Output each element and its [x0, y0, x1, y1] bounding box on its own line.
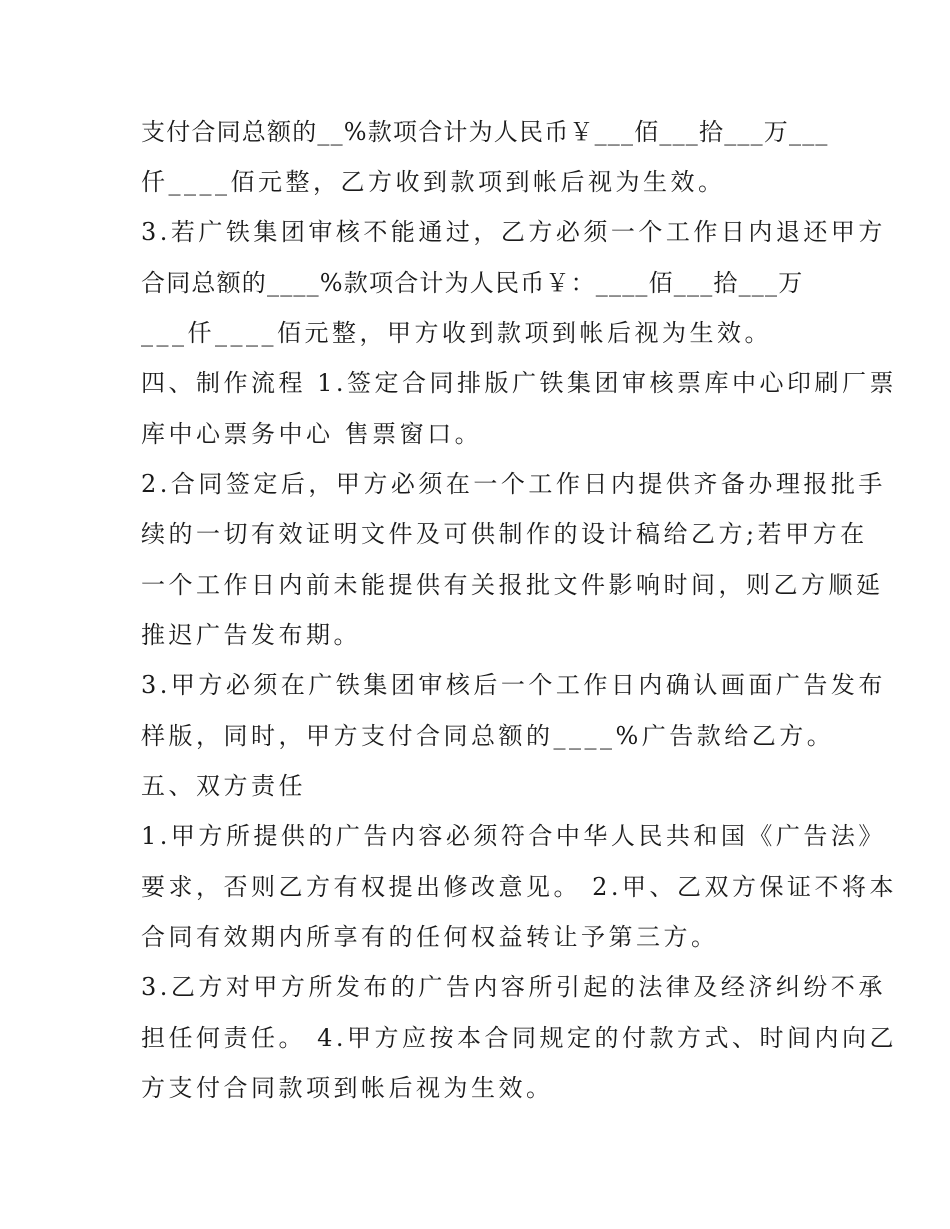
text-line: 方支付合同款项到帐后视为生效。: [141, 1074, 554, 1102]
text-line: 四、制作流程 1.签定合同排版广铁集团审核票库中心印刷厂票: [141, 369, 898, 397]
text-line: ___仟____佰元整，甲方收到款项到帐后视为生效。: [141, 319, 772, 347]
text-line: 3.甲方必须在广铁集团审核后一个工作日内确认画面广告发布: [141, 671, 886, 699]
text-line: 3.乙方对甲方所发布的广告内容所引起的法律及经济纠纷不承: [141, 973, 886, 1001]
section-heading: 五、双方责任: [141, 772, 306, 800]
text-line: 2.合同签定后，甲方必须在一个工作日内提供齐备办理报批手: [141, 470, 886, 498]
text-line: 担任何责任。 4.甲方应按本合同规定的付款方式、时间内向乙: [141, 1024, 898, 1052]
text-line: 支付合同总额的__%款项合计为人民币￥___佰___拾___万___: [141, 118, 829, 146]
text-line: 要求，否则乙方有权提出修改意见。 2.甲、乙双方保证不将本: [141, 873, 898, 901]
text-line: 仟____佰元整，乙方收到款项到帐后视为生效。: [141, 168, 726, 196]
text-line: 续的一切有效证明文件及可供制作的设计稿给乙方;若甲方在: [141, 520, 868, 548]
text-line: 合同总额的____%款项合计为人民币￥：____佰___拾___万: [141, 269, 804, 297]
text-line: 3.若广铁集团审核不能通过，乙方必须一个工作日内退还甲方: [141, 218, 886, 246]
text-line: 1.甲方所提供的广告内容必须符合中华人民共和国《广告法》: [141, 822, 886, 850]
text-line: 一个工作日内前未能提供有关报批文件影响时间，则乙方顺延: [141, 571, 884, 599]
text-line: 合同有效期内所享有的任何权益转让予第三方。: [141, 923, 719, 951]
text-line: 推迟广告发布期。: [141, 621, 361, 649]
text-line: 样版，同时，甲方支付合同总额的____%广告款给乙方。: [141, 722, 835, 750]
text-line: 库中心票务中心 售票窗口。: [141, 420, 483, 448]
